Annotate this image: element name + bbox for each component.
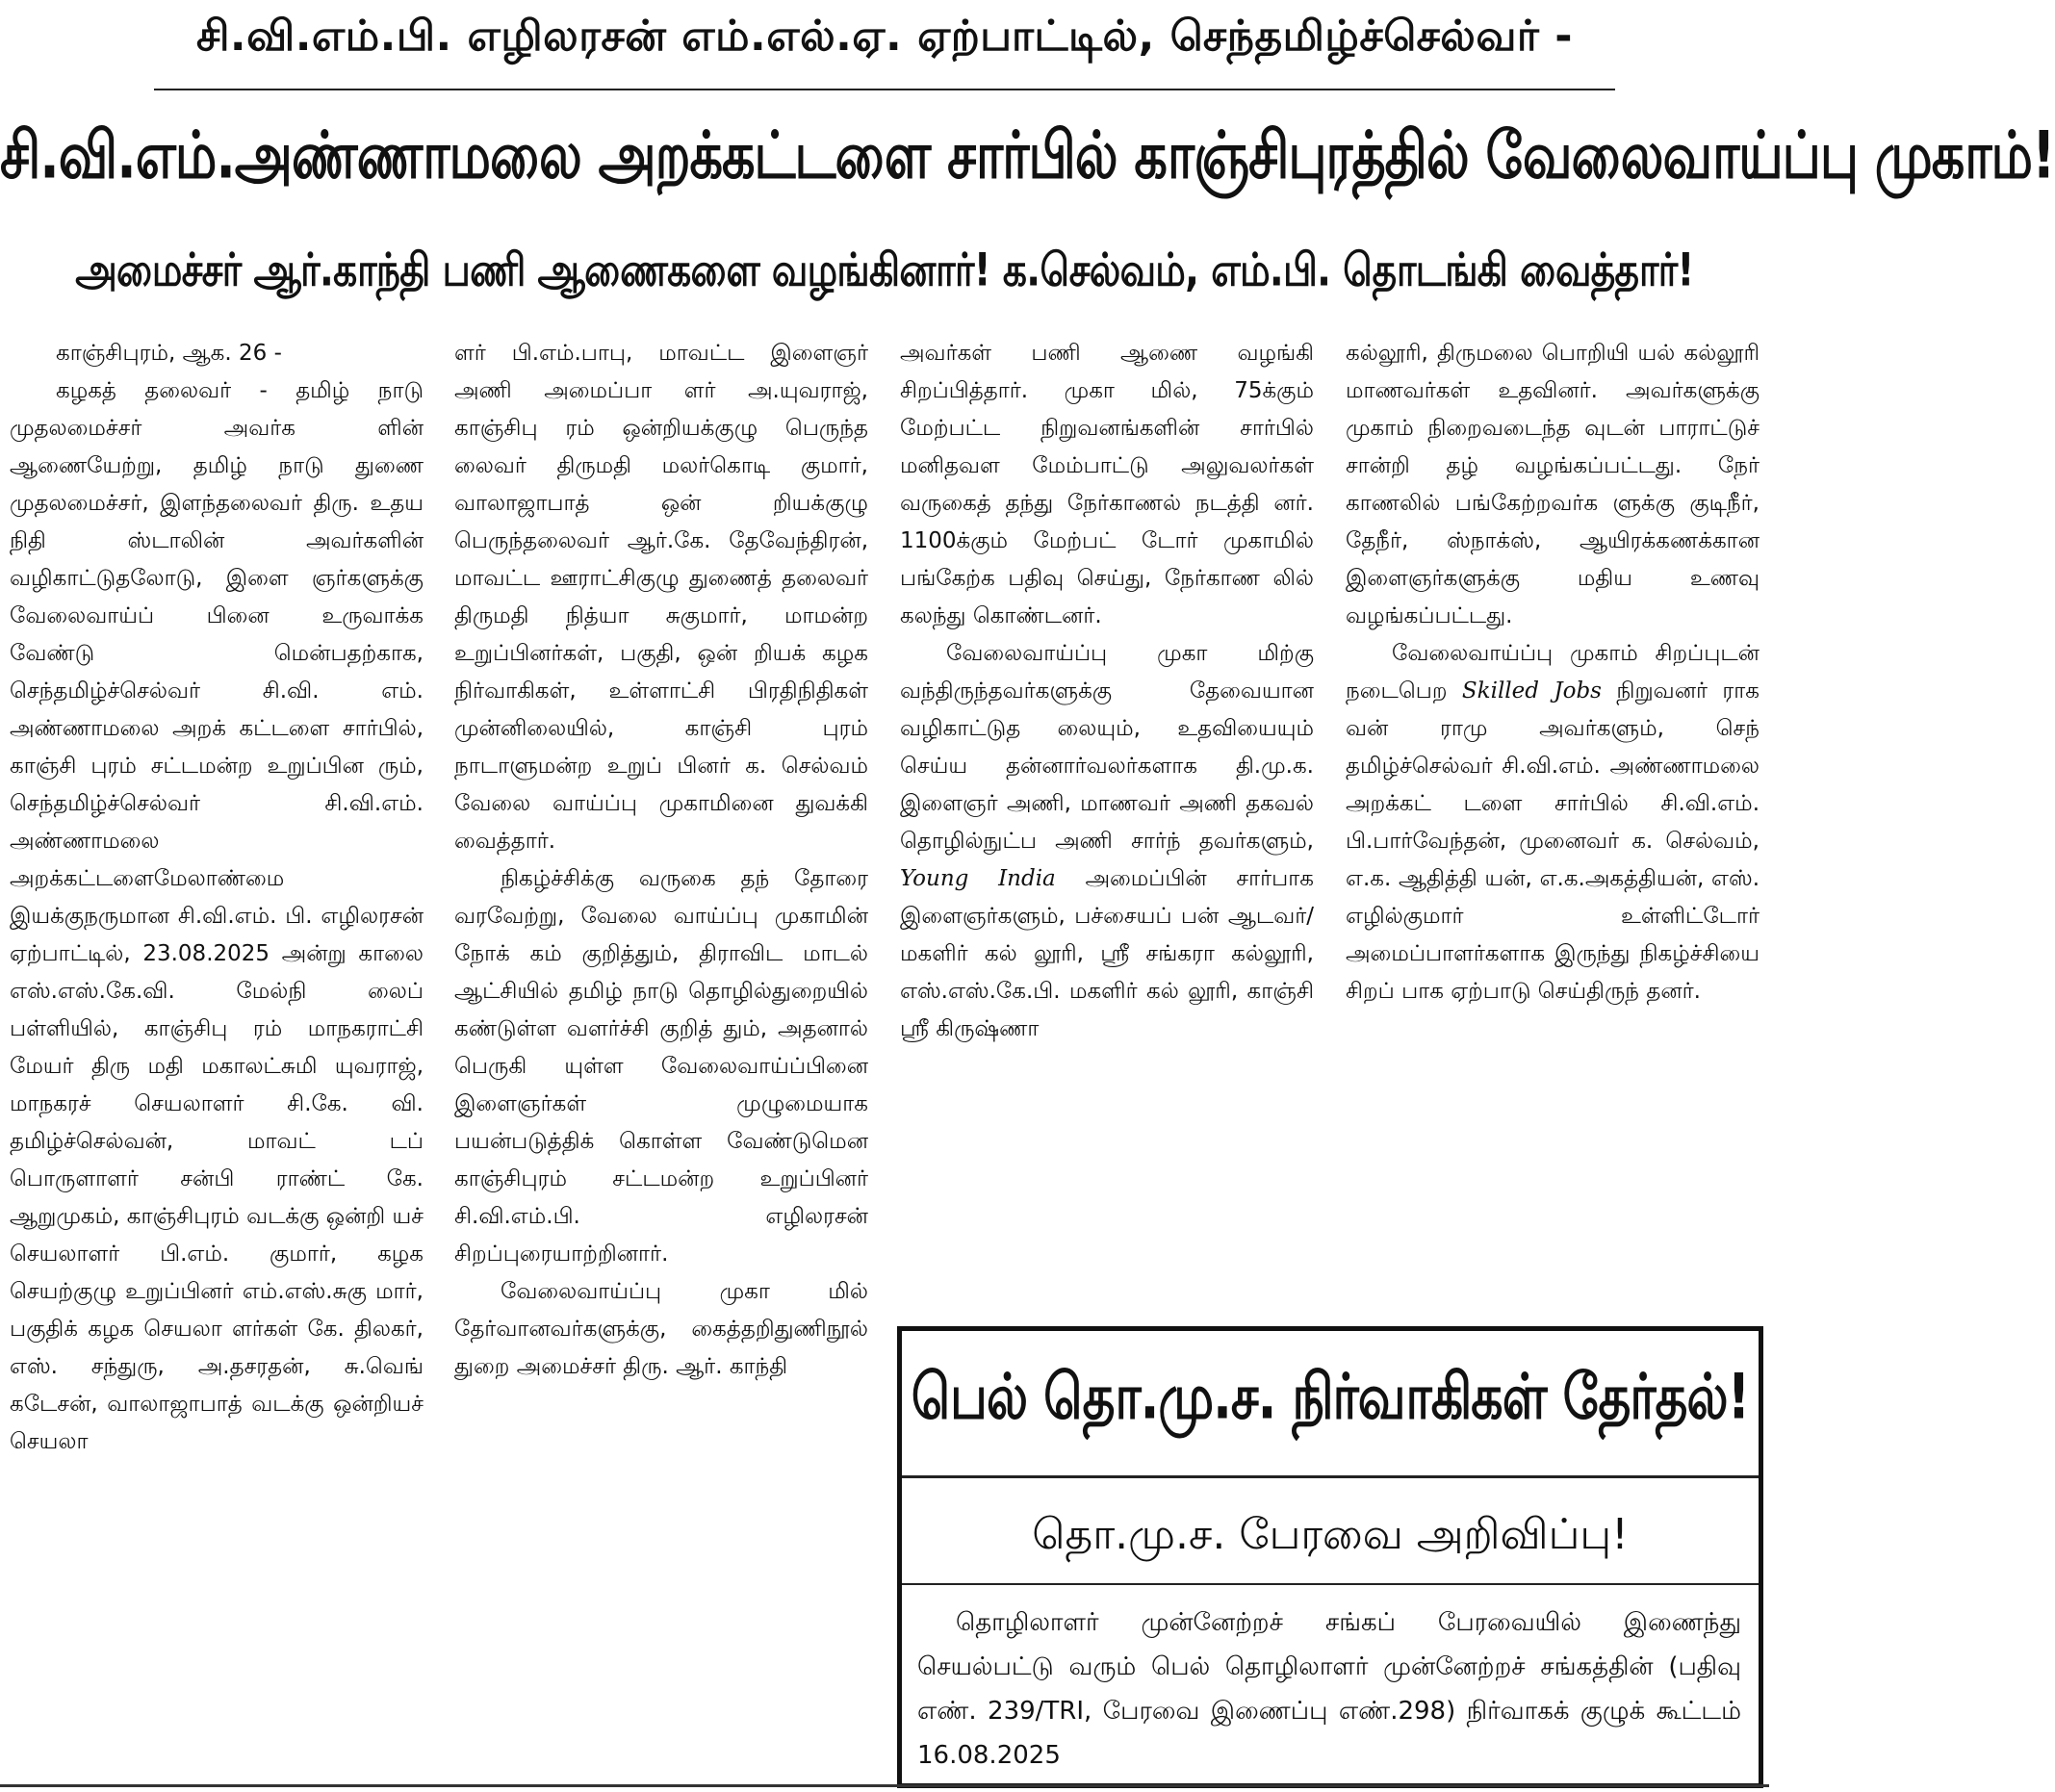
paragraph [1346, 635, 1760, 1011]
paragraph: தொழிலாளர் முன்னேற்றச் சங்கப் பேரவையில் இணைந்து செயல்பட்டு வரும் பெல் தொழிலாளர் முன்னேற்றச் சங்கத்தின் (பதிவு எண். 239/TRI, பேரவை இணைப்பு எண்.298) நிர்வாகக் குழுக் கூட்டம் 16.08.2025 [917, 1608, 1741, 1770]
article-column-2 [454, 335, 868, 1386]
paragraph-text: நிறுவனர் ராக வன் ராமு அவர்களும், செந் தமிழ்ச்செல்வர் சி.வி.எம். அண்ணாமலை அறக்கட் டளை சார்பில் சி.வி.எம். பி.பார்வேந்தன், முனைவர் க. செல்வம், எ.க. ஆதித்தி யன், எ.க.அகத்தியன், எஸ். எழில்குமார் உள்ளிட்டோர் அமைப்பாளர்களாக இருந்து நிகழ்ச்சியை சிறப் பாக ஏற்பாடு செய்திருந் தனர். [1346, 678, 1760, 1004]
headline: சி.வி.எம்.அண்ணாமலை அறக்கட்டளை சார்பில் காஞ்சிபுரத்தில் வேலைவாய்ப்பு முகாம்! [0, 117, 2055, 193]
kicker-line: சி.வி.எம்.பி. எழிலரசன் எம்.எல்.ஏ. ஏற்பாட்டில், செந்தமிழ்ச்செல்வர் - [195, 12, 1574, 61]
paragraph: வேலைவாய்ப்பு முகா மில் தேர்வானவர்களுக்கு, கைத்தறிதுணிநூல் துறை அமைச்சர் திரு. ஆர். காந்தி [454, 1279, 868, 1379]
young-india-text: Young India [900, 866, 1056, 891]
article-column-1 [10, 335, 424, 1461]
subheadline: அமைச்சர் ஆர்.காந்தி பணி ஆணைகளை வழங்கினார்! க.செல்வம், எம்.பி. தொடங்கி வைத்தார்! [75, 244, 1694, 297]
box-rule [902, 1583, 1759, 1585]
kicker-rule [154, 89, 1615, 90]
skilled-jobs-text: Skilled Jobs [1461, 678, 1602, 704]
paragraph-text: வேலைவாய்ப்பு முகா மிற்கு வந்திருந்தவர்களுக்கு தேவையான வழிகாட்டுத லையும், உதவியையும் செய்ய தன்னார்வலர்களாக தி.மு.க. இளைஞர் அணி, மாணவர் அணி தகவல் தொழில்நுட்ப அணி சார்ந் தவர்களும், [900, 641, 1314, 854]
boxed-news-item [897, 1326, 1763, 1788]
bottom-rule [0, 1784, 1769, 1787]
box-subheadline: தொ.மு.ச. பேரவை அறிவிப்பு! [1032, 1510, 1629, 1559]
paragraph [900, 635, 1314, 1048]
box-body [917, 1600, 1741, 1778]
paragraph: அவர்கள் பணி ஆணை வழங்கி சிறப்பித்தார். முகா மில், 75க்கும் மேற்பட்ட நிறுவனங்களின் சார்பில் மனிதவள மேம்பாட்டு அலுவலர்கள் வருகைத் தந்து நேர்காணல் நடத்தி னர். 1100க்கும் மேற்பட் டோர் முகாமில் பங்கேற்க பதிவு செய்து, நேர்காண லில் கலந்து கொண்டனர். [900, 341, 1314, 628]
paragraph: கழகத் தலைவர் - தமிழ் நாடு முதலமைச்சர் அவர்க ளின் ஆணையேற்று, தமிழ் நாடு துணை முதலமைச்சர், இளந்தலைவர் திரு. உதய நிதி ஸ்டாலின் அவர்களின் வழிகாட்டுதலோடு, இளை ஞர்களுக்கு வேலைவாய்ப் பினை உருவாக்க வேண்டு மென்பதற்காக, செந்தமிழ்ச்செல்வர் சி.வி. எம். அண்ணாமலை அறக் கட்டளை சார்பில், காஞ்சி புரம் சட்டமன்ற உறுப்பின ரும், செந்தமிழ்ச்செல்வர் சி.வி.எம். அண்ணாமலை அறக்கட்டளைமேலாண்மை இயக்குநருமான சி.வி.எம். பி. எழிலரசன் ஏற்பாட்டில், 23.08.2025 அன்று காலை எஸ்.எஸ்.கே.வி. மேல்நி லைப் பள்ளியில், காஞ்சிபு ரம் மாநகராட்சி மேயர் திரு மதி மகாலட்சுமி யுவராஜ், மாநகரச் செயலாளர் சி.கே. வி. தமிழ்ச்செல்வன், மாவட் டப் பொருளாளர் சன்பி ராண்ட் கே. ஆறுமுகம், காஞ்சிபுரம் வடக்கு ஒன்றி யச் செயலாளர் பி.எம். குமார், கழக செயற்குழு உறுப்பினர் எம்.எஸ்.சுகு மார், பகுதிக் கழக செயலா ளர்கள் கே. திலகர், எஸ். சந்துரு, அ.தசரதன், சு.வெங் கடேசன், வாலாஜாபாத் வடக்கு ஒன்றியச் செயலா [10, 378, 424, 1454]
paragraph-text: அமைப்பின் சார்பாக இளைஞர்களும், பச்சையப் பன் ஆடவர்/மகளிர் கல் லூரி, ஸ்ரீ சங்கரா கல்லூரி, எஸ்.எஸ்.கே.பி. மகளிர் கல் லூரி, காஞ்சி ஸ்ரீ கிருஷ்ணா [900, 866, 1315, 1041]
paragraph: நிகழ்ச்சிக்கு வருகை தந் தோரை வரவேற்று, வேலை வாய்ப்பு முகாமின் நோக் கம் குறித்தும், திராவிட மாடல் ஆட்சியில் தமிழ் நாடு தொழில்துறையில் கண்டுள்ள வளர்ச்சி குறித் தும், அதனால் பெருகி யுள்ள வேலைவாய்ப்பினை இளைஞர்கள் முழுமையாக பயன்படுத்திக் கொள்ள வேண்டுமென காஞ்சிபுரம் சட்டமன்ற உறுப்பினர் சி.வி.எம்.பி. எழிலரசன் சிறப்புரையாற்றினார். [454, 866, 868, 1267]
box-headline: பெல் தொ.மு.ச. நிர்வாகிகள் தேர்தல்! [911, 1361, 1750, 1434]
article-column-3 [900, 335, 1314, 1048]
dateline: காஞ்சிபுரம், ஆக. 26 - [56, 341, 282, 366]
article-column-4 [1346, 335, 1760, 1297]
paragraph: கல்லூரி, திருமலை பொறியி யல் கல்லூரி மாணவர்கள் உதவினர். அவர்களுக்கு முகாம் நிறைவடைந்த வுடன் பாராட்டுச் சான்றி தழ் வழங்கப்பட்டது. நேர் காணலில் பங்கேற்றவர்க ளுக்கு குடிநீர், தேநீர், ஸ்நாக்ஸ், ஆயிரக்கணக்கான இளைஞர்களுக்கு மதிய உணவு வழங்கப்பட்டது. [1346, 341, 1760, 628]
box-rule [902, 1475, 1759, 1478]
paragraph: ளர் பி.எம்.பாபு, மாவட்ட இளைஞர் அணி அமைப்பா ளர் அ.யுவராஜ், காஞ்சிபு ரம் ஒன்றியக்குழு பெருந்த லைவர் திருமதி மலர்கொடி குமார், வாலாஜாபாத் ஒன் றியக்குழு பெருந்தலைவர் ஆர்.கே. தேவேந்திரன், மாவட்ட ஊராட்சிகுழு துணைத் தலைவர் திருமதி நித்யா சுகுமார், மாமன்ற உறுப்பினர்கள், பகுதி, ஒன் றியக் கழக நிர்வாகிகள், உள்ளாட்சி பிரதிநிதிகள் முன்னிலையில், காஞ்சி புரம் நாடாளுமன்ற உறுப் பினர் க. செல்வம் வேலை வாய்ப்பு முகாமினை துவக்கி வைத்தார். [454, 341, 868, 854]
paragraph-text: வேலைவாய்ப்பு முகாம் சிறப்புடன் நடைபெற [1346, 641, 1760, 704]
